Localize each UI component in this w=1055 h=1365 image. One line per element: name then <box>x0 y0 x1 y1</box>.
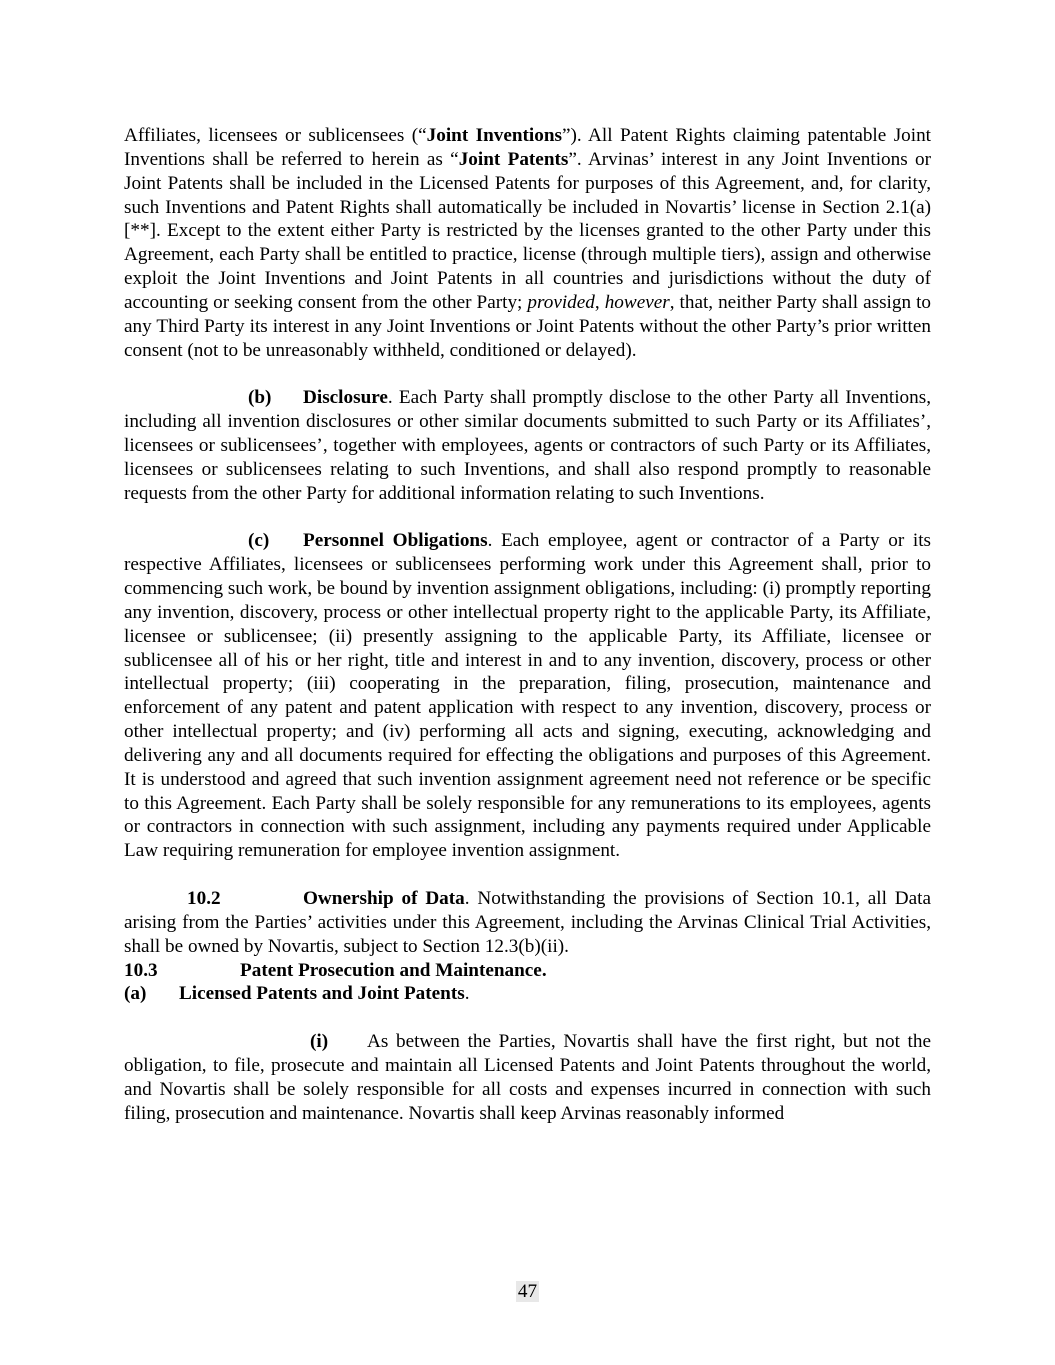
text-run: ”. Arvinas’ interest in any Joint Inventions or Joint Patents shall be included in the Licensed Patents for purposes of this Agreement, and, for clarity, such Inventions and Patent Rights shall automatically be included in Novartis’ license in Section 2.1(a) [**]. Except to the extent either Party is restricted by the licenses granted to the other Party under this Agreement, each Party shall be entitled to practice, license (through multiple tiers), assign and otherwise exploit the Joint Inventions and Joint Patents in all countries and jurisdictions without the duty of accounting or seeking consent from the other Party; <box>124 148 932 313</box>
page-number-text: 47 <box>517 1281 538 1302</box>
clause-label-b: (b) <box>248 387 272 409</box>
clause-heading-disclosure: Disclosure <box>303 387 388 409</box>
page-number <box>0 1280 1055 1304</box>
text-run: , that, neither Party shall assign to any Third Party its interest in any Joint Inventions or Joint Patents without the other Party’s prior written consent (not to be unreasonably withheld, conditioned or delayed). <box>124 291 931 361</box>
text-run: ”). All Patent Rights claiming patentable Joint Inventions shall be referred to herein as “ <box>124 125 932 170</box>
document-page <box>124 124 931 1125</box>
clause-label-a: (a) <box>124 983 147 1005</box>
text-run: . <box>464 983 470 1005</box>
text-run: , <box>594 291 605 313</box>
clause-text: . Each Party shall promptly disclose to the other Party all Inventions, including all invention disclosures or other similar documents submitted to such Party or its Affiliates’, licensees or sublicensees’, together with employees, agents or contractors of such Party or its Affiliates, licensees or sublicensees relating to such Inventions, and shall also respond promptly to reasonable requests from the other Party for additional information relating to such Inventions. <box>124 387 931 504</box>
subsection-10-3-a <box>124 982 931 1006</box>
section-10-2 <box>124 887 931 959</box>
section-heading-patent-prosecution: Patent Prosecution and Maintenance. <box>240 959 547 981</box>
section-number: 10.2 <box>187 888 221 909</box>
section-number: 10.3 <box>124 959 158 981</box>
clause-text: As between the Parties, Novartis shall have the first right, but not the obligation, to file, prosecute and maintain all Licensed Patents and Joint Patents throughout the world, and Novartis shall be solely responsible for all costs and expenses incurred in connection with such filing, prosecution and maintenance. Novartis shall keep Arvinas reasonably informed <box>124 1031 931 1124</box>
clause-label-c: (c) <box>248 530 270 552</box>
section-10-3 <box>124 959 931 983</box>
paragraph-personnel-obligations <box>124 529 931 863</box>
section-heading-ownership-of-data: Ownership of Data <box>303 888 465 909</box>
clause-heading-personnel-obligations: Personnel Obligations <box>303 530 488 552</box>
paragraph-disclosure <box>124 386 931 505</box>
clause-text: . Each employee, agent or contractor of a Party or its respective Affiliates, licensees or sublicensees performing work under this Agreement shall, prior to commencing such work, be bound by invention assignment obligations, including: (i) promptly reporting any invention, discovery, process or other intellectual property right to the applicable Party, its Affiliate, licensee or sublicensee; (ii) presently assigning to the applicable Party, its Affiliate, licensee or sublicensee all of his or her right, title and interest in and to any invention, discovery, process or other intellectual property; (iii) cooperating in the preparation, filing, prosecution, maintenance and enforcement of any patent and patent application with respect to any invention, discovery, process or other intellectual property; and (iv) performing all acts and signing, executing, acknowledging and delivering any and all documents required for effecting the obligations and purposes of this Agreement. It is understood and agreed that such invention assignment agreement need not reference or be specific to this Agreement. Each Party shall be solely responsible for any remunerations to its employees, agents or contractors in connection with such assignment, including any payments required under Applicable Law requiring remuneration for employee invention assignment. <box>124 530 931 862</box>
paragraph-joint-inventions <box>124 124 931 362</box>
section-text: . Notwithstanding the provisions of Section 10.1, all Data arising from the Parties’ activities under this Agreement, including the Arvinas Clinical Trial Activities, shall be owned by Novartis, subject to Section 12.3(b)(ii). <box>124 888 931 957</box>
text-run: Affiliates, licensees or sublicensees (“ <box>124 125 427 146</box>
clause-heading-licensed-patents: Licensed Patents and Joint Patents <box>179 983 465 1005</box>
italic-however: however <box>604 291 670 313</box>
subsection-10-3-a-i <box>124 1030 931 1125</box>
defined-term-joint-inventions: Joint Inventions <box>426 125 562 146</box>
clause-label-i: (i) <box>310 1031 329 1053</box>
italic-provided: provided <box>527 291 595 313</box>
defined-term-joint-patents: Joint Patents <box>458 148 569 170</box>
